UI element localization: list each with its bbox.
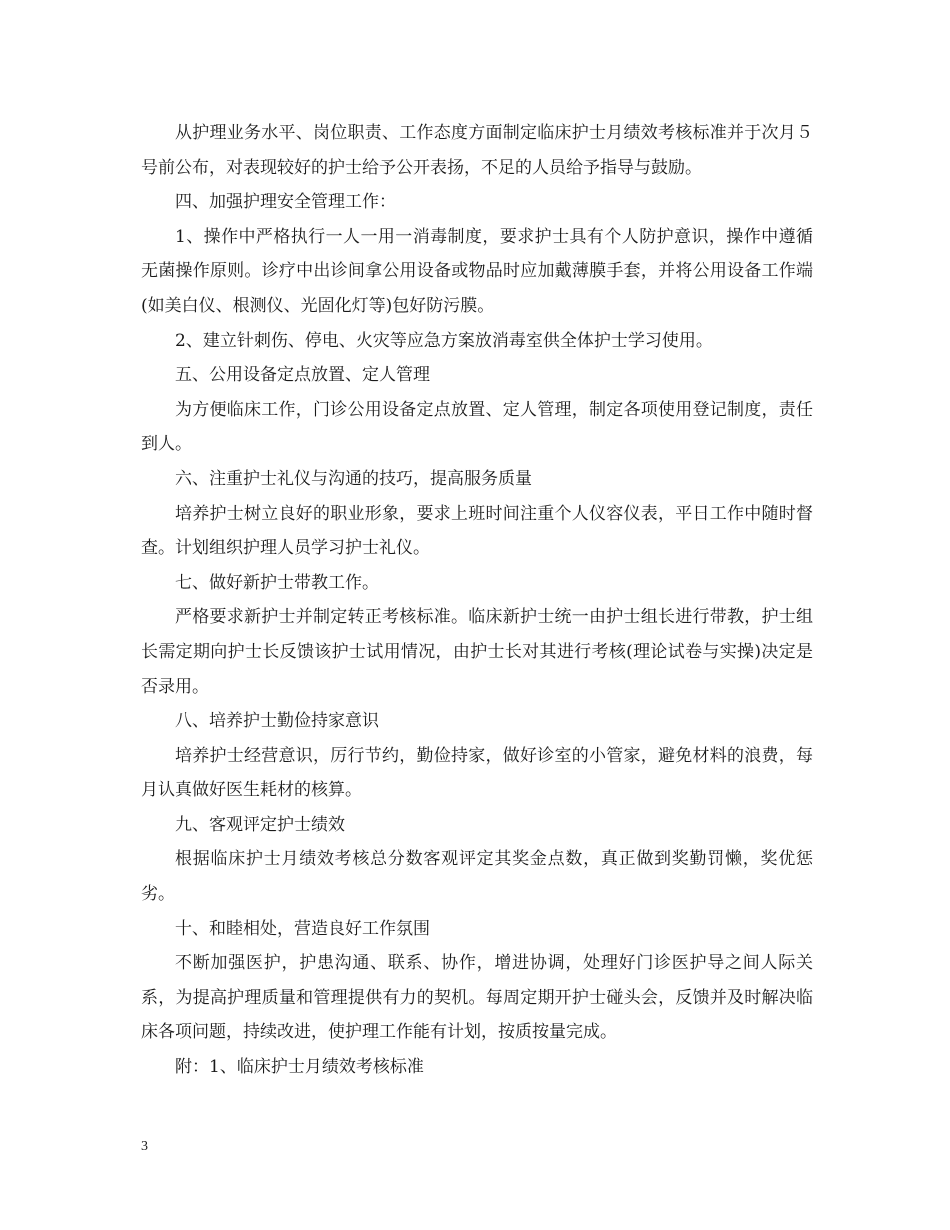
paragraph: 2、建立针刺伤、停电、火灾等应急方案放消毒室供全体护士学习使用。 bbox=[175, 330, 713, 351]
section-heading-4: 四、加强护理安全管理工作： bbox=[175, 192, 396, 213]
page-number: 3 bbox=[141, 1139, 148, 1154]
section-heading-8: 八、培养护士勤俭持家意识 bbox=[175, 711, 379, 732]
paragraph: 严格要求新护士并制定转正考核标准。临床新护士统一由护士组长进行带教，护士组长需定期向护士长反馈该护士试用情况，由护士长对其进行考核(理论试卷与实操)决定是否录用。 bbox=[141, 607, 813, 697]
paragraph: 根据临床护士月绩效考核总分数客观评定其奖金点数，真正做到奖勤罚懒，奖优惩劣。 bbox=[141, 849, 813, 905]
paragraph: 为方便临床工作，门诊公用设备定点放置、定人管理，制定各项使用登记制度，责任到人。 bbox=[141, 399, 813, 455]
document-body bbox=[141, 116, 813, 1085]
paragraph: 从护理业务水平、岗位职责、工作态度方面制定临床护士月绩效考核标准并于次月５号前公布，对表现较好的护士给予公开表扬，不足的人员给予指导与鼓励。 bbox=[141, 123, 813, 178]
paragraph: 培养护士经营意识，厉行节约，勤俭持家，做好诊室的小管家，避免材料的浪费，每月认真做好医生耗材的核算。 bbox=[141, 745, 813, 801]
section-heading-9: 九、客观评定护士绩效 bbox=[175, 814, 345, 835]
section-heading-5: 五、公用设备定点放置、定人管理 bbox=[175, 365, 430, 386]
section-heading-6: 六、注重护士礼仪与沟通的技巧，提高服务质量 bbox=[175, 468, 532, 489]
section-heading-7: 七、做好新护士带教工作。 bbox=[175, 572, 379, 593]
appendix-line: 附：1、临床护士月绩效考核标准 bbox=[175, 1057, 424, 1078]
paragraph: 1、操作中严格执行一人一用一消毒制度，要求护士具有个人防护意识，操作中遵循无菌操作原则。诊疗中出诊间拿公用设备或物品时应加戴薄膜手套，并将公用设备工作端(如美白仪、根测仪、光固化灯等)包好防污膜。 bbox=[141, 226, 813, 316]
paragraph: 不断加强医护，护患沟通、联系、协作，增进协调，处理好门诊医护导之间人际关系，为提高护理质量和管理提供有力的契机。每周定期开护士碰头会，反馈并及时解决临床各项问题，持续改进，使护理工作能有计划，按质按量完成。 bbox=[141, 953, 813, 1043]
section-heading-10: 十、和睦相处，营造良好工作氛围 bbox=[175, 918, 430, 939]
paragraph: 培养护士树立良好的职业形象，要求上班时间注重个人仪容仪表，平日工作中随时督查。计划组织护理人员学习护士礼仪。 bbox=[141, 503, 813, 559]
